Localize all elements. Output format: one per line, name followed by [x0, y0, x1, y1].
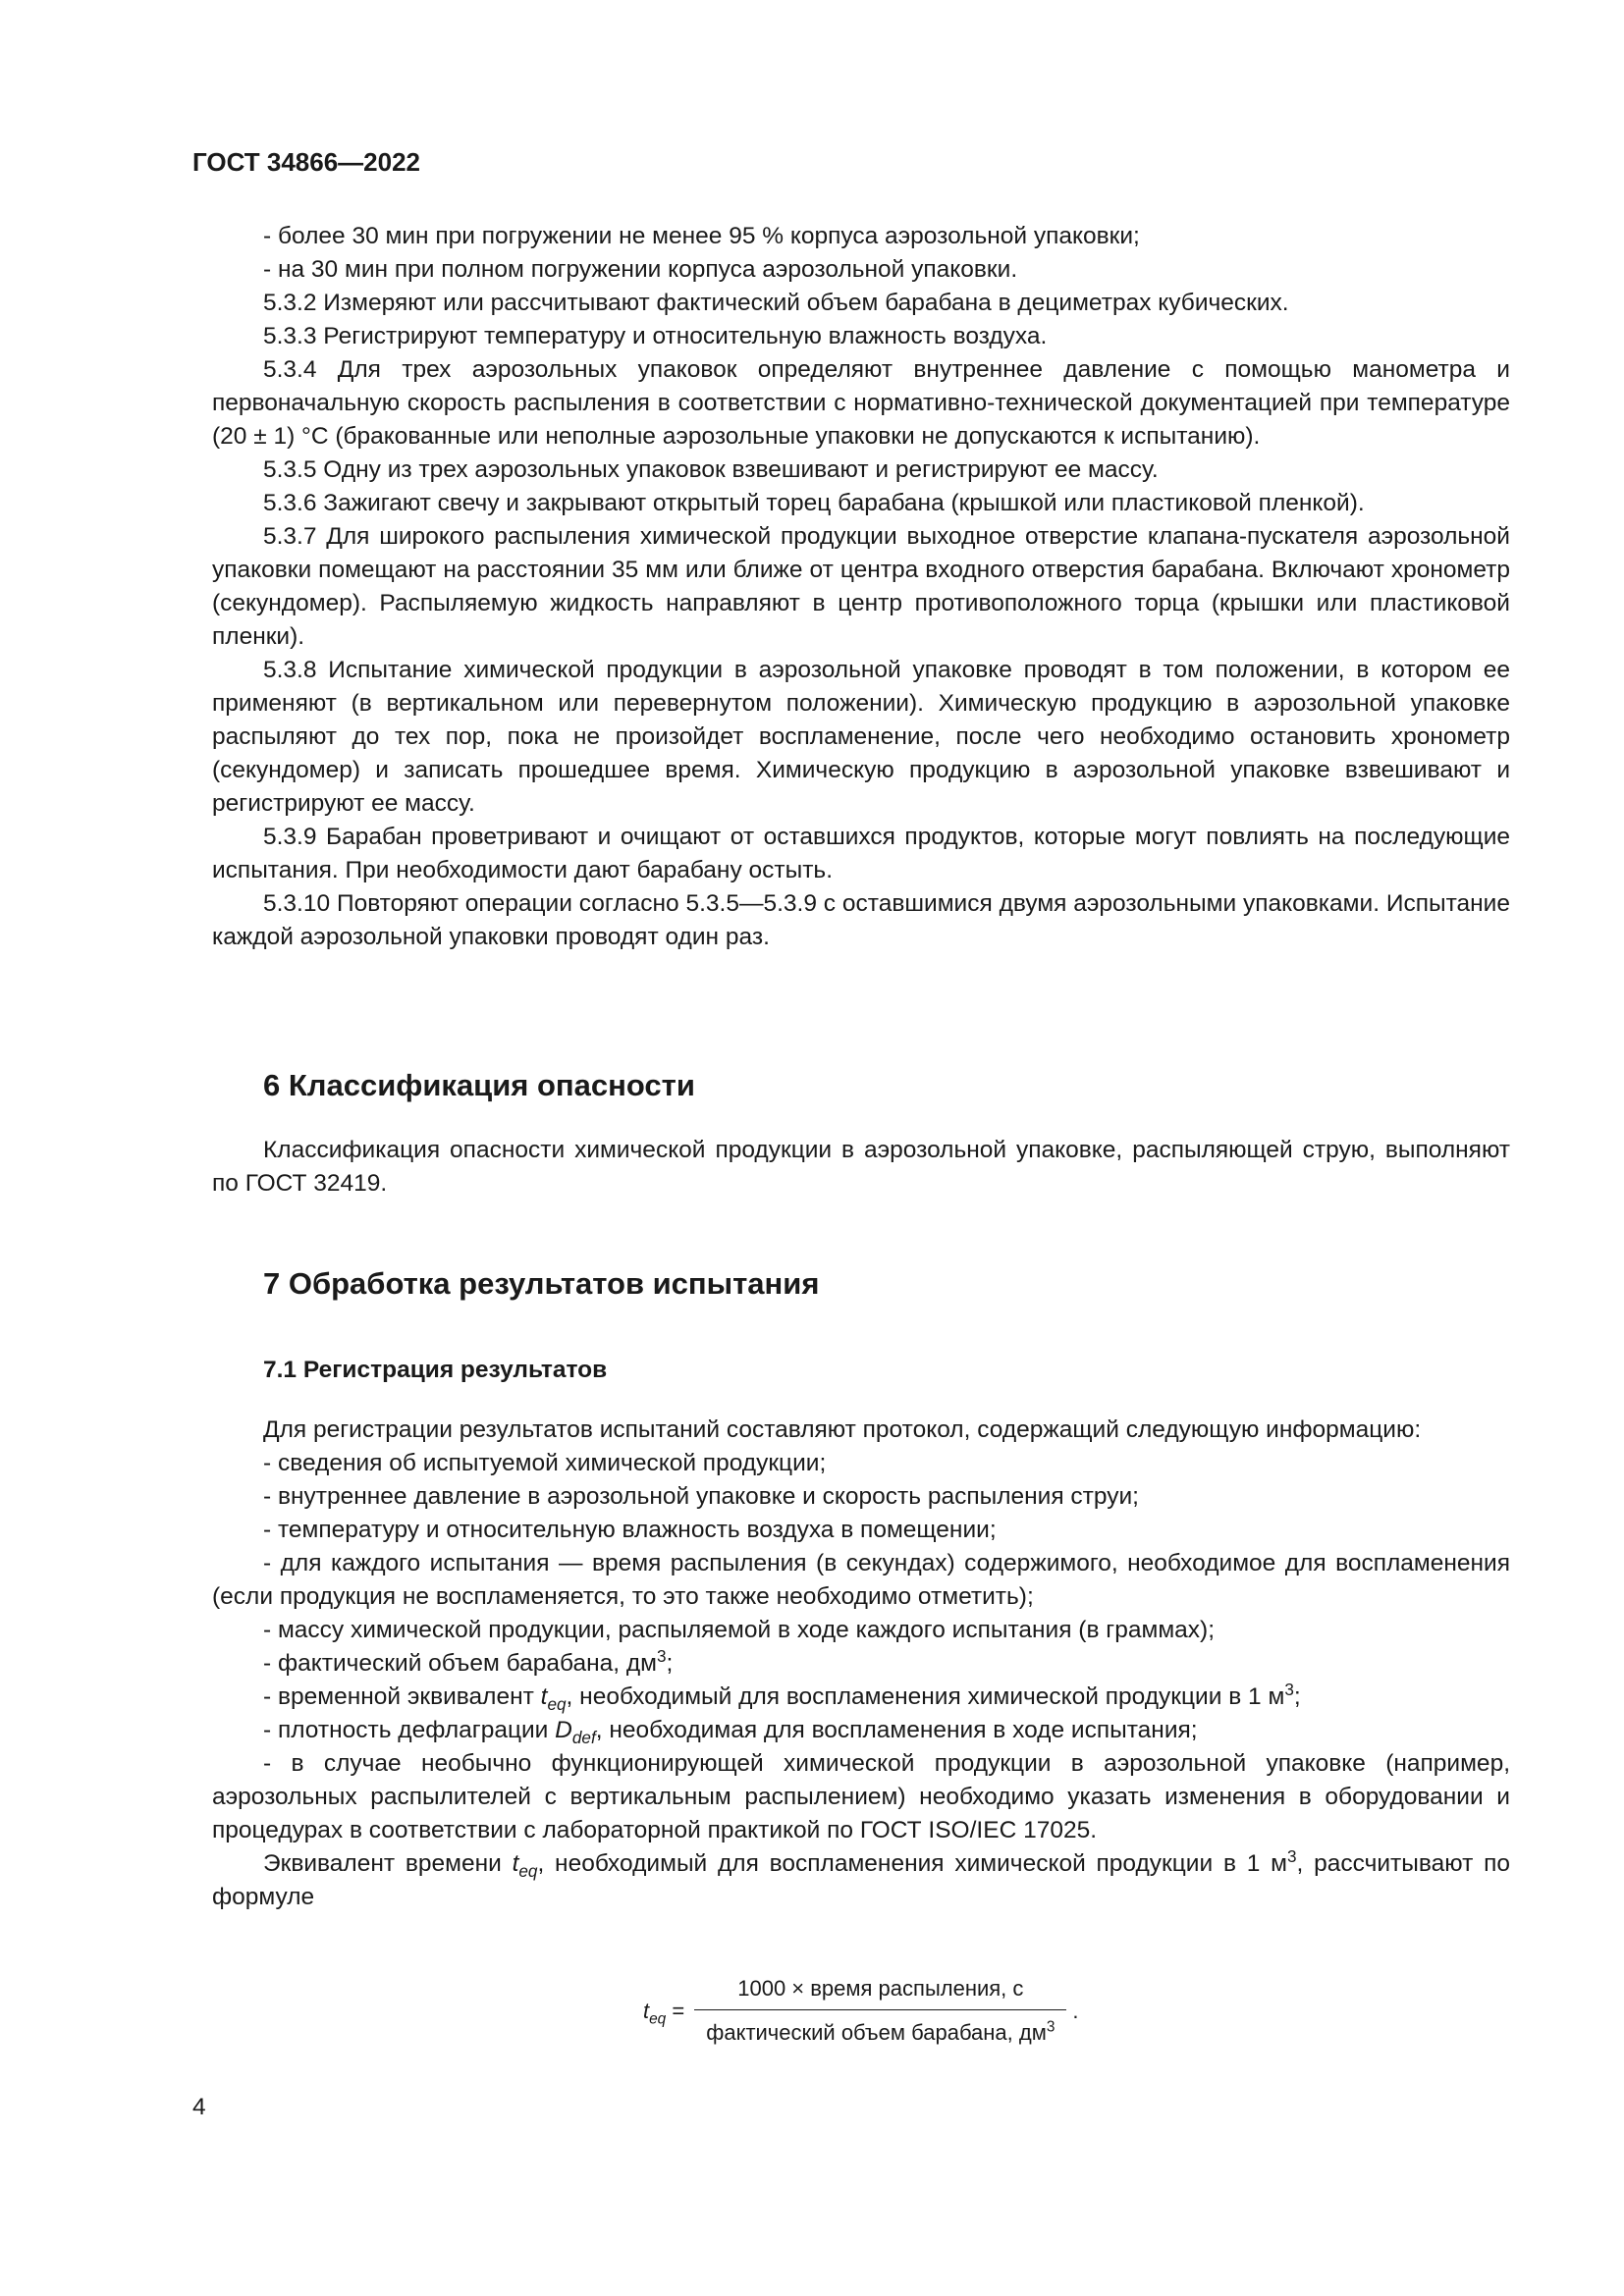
- document-code: ГОСТ 34866—2022: [192, 147, 420, 177]
- section-6-heading: 6 Классификация опасности: [263, 1068, 695, 1102]
- list-item: - для каждого испытания — время распыления (в секундах) содержимого, необходимое для воспламенения (если продукция не воспламеняется, то это также необходимо отметить);: [212, 1550, 1510, 1610]
- section-7-1-body: [212, 1414, 1510, 1914]
- subsection-7-1-heading: 7.1 Регистрация результатов: [263, 1357, 608, 1383]
- section-6-body: [212, 1134, 1510, 1201]
- list-item: - внутреннее давление в аэрозольной упаковке и скорость распыления струи;: [263, 1483, 1139, 1510]
- list-item: - в случае необычно функционирующей химической продукции в аэрозольной упаковке (например, аэрозольных распылителей с вертикальным распылением) необходимо указать изменения в оборудовании и процедурах в соответствии с лабораторной практикой по ГОСТ ISO/IEC 17025.: [212, 1750, 1510, 1843]
- section-6-text: Классификация опасности химической продукции в аэрозольной упаковке, распыляющей струю, выполняют по ГОСТ 32419.: [212, 1137, 1510, 1197]
- clause-5-3-6: 5.3.6 Зажигают свечу и закрывают открытый торец барабана (крышкой или пластиковой пленкой).: [263, 490, 1365, 516]
- formula-lhs: $t_{eq}$ =: [643, 1998, 685, 2027]
- list-item-teq: - временной эквивалент $t_{eq}$, необходимый для воспламенения химической продукции в 1 $м^3$;: [263, 1679, 1301, 1714]
- section-5-continuation: [212, 220, 1510, 954]
- clause-5-3-2: 5.3.2 Измеряют или рассчитывают фактический объем барабана в дециметрах кубических.: [263, 290, 1289, 316]
- time-equivalent-text: Эквивалент времени $t_{eq}$, необходимый для воспламенения химической продукции в 1 $м^3$, рассчитывают по формуле: [212, 1845, 1510, 1910]
- clause-5-3-4: 5.3.4 Для трех аэрозольных упаковок определяют внутреннее давление с помощью манометра и первоначальную скорость распыления в соответствии с нормативно-технической документацией при температуре (20 ± 1) °С (бракованные или неполные аэрозольные упаковки не допускаются к испытанию).: [212, 356, 1510, 450]
- list-item: - более 30 мин при погружении не менее 95 % корпуса аэрозольной упаковки;: [263, 223, 1140, 249]
- teq-formula: [643, 1976, 1079, 2046]
- clause-5-3-7: 5.3.7 Для широкого распыления химической продукции выходное отверстие клапана-пускателя аэрозольной упаковки помещают на расстоянии 35 мм или ближе от центра входного отверстия барабана. Включают хронометр (секундомер). Распыляемую жидкость направляют в центр противоположного торца (крышки или пластиковой пленки).: [212, 523, 1510, 650]
- page-number: 4: [192, 2094, 206, 2120]
- list-item-volume: - фактический объем барабана, $дм^3$;: [263, 1645, 674, 1677]
- clause-5-3-3: 5.3.3 Регистрируют температуру и относительную влажность воздуха.: [263, 323, 1048, 349]
- list-item: - массу химической продукции, распыляемой в ходе каждого испытания (в граммах);: [263, 1617, 1216, 1643]
- clause-5-3-9: 5.3.9 Барабан проветривают и очищают от оставшихся продуктов, которые могут повлиять на последующие испытания. При необходимости дают барабану остыть.: [212, 824, 1510, 883]
- section-7-heading: 7 Обработка результатов испытания: [263, 1266, 820, 1301]
- formula-fraction: [694, 1976, 1066, 2046]
- clause-5-3-10: 5.3.10 Повторяют операции согласно 5.3.5—5.3.9 с оставшимися двумя аэрозольными упаковками. Испытание каждой аэрозольной упаковки проводят один раз.: [212, 890, 1510, 950]
- protocol-intro: Для регистрации результатов испытаний составляют протокол, содержащий следующую информацию:: [263, 1416, 1422, 1443]
- list-item: - сведения об испытуемой химической продукции;: [263, 1450, 827, 1476]
- list-item-ddef: - плотность дефлаграции $D_{def}$, необходимая для воспламенения в ходе испытания;: [263, 1717, 1198, 1747]
- clause-5-3-8: 5.3.8 Испытание химической продукции в аэрозольной упаковке проводят в том положении, в котором ее применяют (в вертикальном или перевернутом положении). Химическую продукцию в аэрозольной упаковке распыляют до тех пор, пока не произойдет воспламенение, после чего необходимо остановить хронометр (секундомер) и записать прошедшее время. Химическую продукцию в аэрозольной упаковке взвешивают и регистрируют ее массу.: [212, 657, 1510, 817]
- clause-5-3-5: 5.3.5 Одну из трех аэрозольных упаковок взвешивают и регистрируют ее массу.: [263, 456, 1159, 483]
- formula-numerator: 1000 × время распыления, с: [737, 1976, 1024, 2001]
- list-item: - температуру и относительную влажность воздуха в помещении;: [263, 1517, 997, 1543]
- list-item: - на 30 мин при полном погружении корпуса аэрозольной упаковки.: [263, 256, 1018, 283]
- formula-denominator: фактический объем барабана, $дм^3$: [694, 2009, 1066, 2046]
- formula-end: .: [1072, 1998, 1079, 2023]
